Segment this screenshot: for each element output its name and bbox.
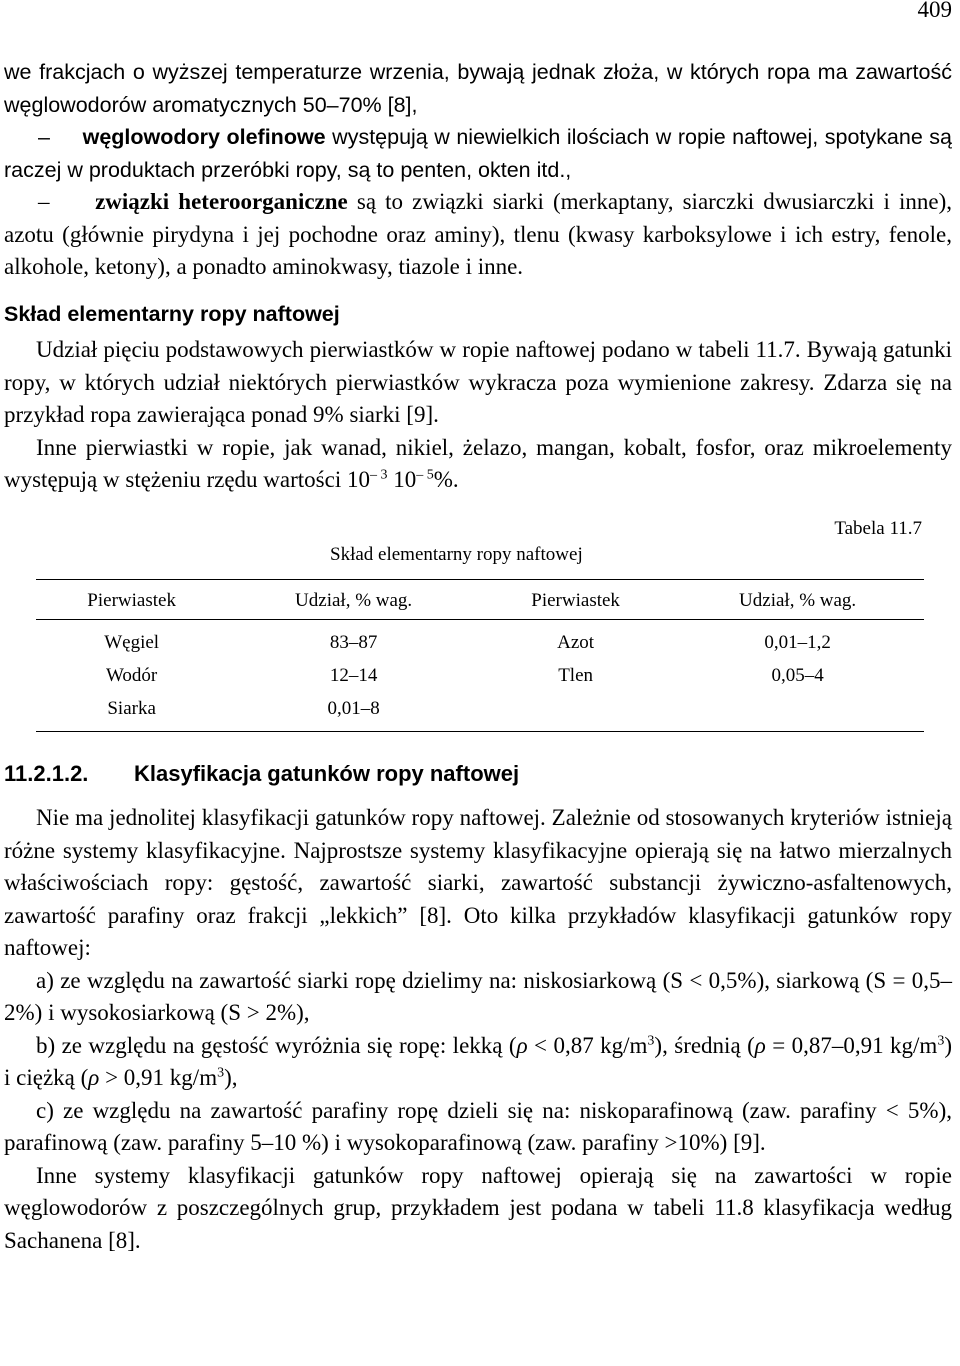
col-header: Pierwiastek	[480, 579, 671, 619]
other-elements-end: %.	[433, 467, 459, 492]
list-item-a: a) ze względu na zawartość siarki ropę dzielimy na: niskosiarkową (S < 0,5%), siarkową (S = 0,5–2%) i wysokosiarkową (S > 2%),	[4, 967, 952, 1025]
table-cell: 0,01–1,2	[764, 631, 831, 653]
col-header: Udział, % wag.	[227, 579, 480, 619]
superscript: 3	[937, 1032, 945, 1048]
list-item-b	[4, 1030, 952, 1095]
dash: –	[38, 189, 50, 214]
table-cell: 0,01–8	[227, 692, 480, 732]
term-hetero: związki heteroorganiczne	[95, 189, 348, 214]
col-header: Pierwiastek	[36, 579, 227, 619]
paragraph-other-elements	[4, 432, 952, 497]
table-cell: 83–87	[329, 631, 378, 653]
table-cell: 12–14	[329, 664, 378, 686]
rho-symbol: ρ	[516, 1032, 528, 1058]
list-item-c: c) ze względu na zawartość parafiny ropę dzieli się na: niskoparafinową (zaw. parafiny < 5%), parafinową (zaw. parafiny 5–10 %) i wysokoparafinową (zaw. parafiny >10%) [9].	[4, 1097, 952, 1155]
table-cell	[671, 692, 924, 732]
b-text: b) ze względu na gęstość wyróżnia się ropę: lekką (	[36, 1032, 517, 1058]
section-title: Klasyfikacja gatunków ropy naftowej	[134, 760, 520, 786]
list-item-olefin	[4, 121, 952, 186]
table-label	[4, 497, 952, 567]
section-number: 11.2.1.2.	[4, 760, 89, 786]
table-cell: Siarka	[36, 692, 227, 732]
paragraph-classification: Nie ma jednolitej klasyfikacji gatunków ropy naftowej. Zależnie od stosowanych kryteriów istnieją różne systemy klasyfikacyjne. Najprostsze systemy klasyfikacyjne opierają się na łatwo mierzalnych właściwościach ropy: gęstość, zawartość siarki, zawartość substancji żywiczno-asfaltenowych, zawartość parafiny oraz frakcji „lekkich” [8]. Oto kilka przykładów klasyfikacji gatunków ropy naftowej:	[4, 805, 952, 960]
table-cell: Tlen	[558, 664, 594, 686]
rho-symbol: ρ	[88, 1065, 100, 1090]
paragraph-other-systems: Inne systemy klasyfikacji gatunków ropy naftowej opierają się na zawartości w ropie węglowodorów z poszczególnych grup, przykładem jest podana w tabeli 11.8 klasyfikacja według Sachanena [8].	[4, 1162, 952, 1253]
table-header-row	[36, 579, 924, 619]
b-text: ), średnią (	[654, 1032, 755, 1058]
table-row	[36, 659, 924, 692]
b-text: = 0,87–0,91 kg/m	[765, 1032, 938, 1058]
term-olefin: węglowodory olefinowe	[82, 125, 326, 149]
olefin-text: występują w niewielkich ilościach w ropie naftowej, spotykane są raczej w produktach przeróbki ropy, są to penten, okten itd.,	[4, 125, 953, 182]
table-cell: Azot	[557, 631, 595, 653]
dash: –	[38, 125, 50, 149]
table-row	[36, 692, 924, 732]
col-header: Udział, % wag.	[671, 579, 924, 619]
page-number: 409	[917, 0, 952, 22]
rho-symbol: ρ	[754, 1032, 766, 1058]
page-content	[4, 56, 952, 1257]
exponent-1: – 3	[369, 467, 388, 483]
heading-elemental-composition: Skład elementarny ropy naftowej	[4, 301, 340, 326]
table-caption: Skład elementarny ropy naftowej	[330, 543, 583, 565]
b-text: ) i ciężką (	[4, 1032, 952, 1090]
table-cell	[480, 692, 671, 732]
paragraph-share: Udział pięciu podstawowych pierwiastków w ropie naftowej podano w tabeli 11.7. Bywają gatunki ropy, w których udział niektórych pierwiastków wykracza poza wymienione zakresy. Zdarza się na przykład ropa zawierająca ponad 9% siarki [9].	[4, 337, 952, 427]
b-text: < 0,87 kg/m	[527, 1032, 648, 1058]
table-number: Tabela 11.7	[834, 517, 922, 539]
paragraph-aromatic: we frakcjach o wyższej temperaturze wrzenia, bywają jednak złoża, w których ropa ma zawartość węglowodorów aromatycznych 50–70% [8],	[4, 60, 952, 117]
b-text: > 0,91 kg/m	[99, 1065, 218, 1090]
superscript: 3	[217, 1065, 225, 1081]
table-cell: 0,05–4	[771, 664, 824, 686]
b-text: ),	[224, 1065, 238, 1090]
elemental-table	[36, 579, 924, 732]
table-cell: Wodór	[106, 664, 158, 686]
table-cell: Węgiel	[104, 631, 160, 653]
other-elements-text: Inne pierwiastki w ropie, jak wanad, nikiel, żelazo, mangan, kobalt, fosfor, oraz mikroelementy występują w stężeniu rzędu wartości 10	[4, 434, 952, 492]
section-heading	[4, 758, 952, 791]
exponent-2: – 5	[416, 467, 434, 483]
list-item-hetero	[4, 186, 952, 284]
table-row	[36, 619, 924, 659]
hetero-text: są to związki siarki (merkaptany, siarczki dwusiarczki i inne), azotu (głównie pirydyna i jej pochodne oraz aminy), tlenu (kwasy karboksylowe i ich estry, fenole, alkohole, ketony), a ponadto aminokwasy, tiazole i inne.	[4, 189, 952, 279]
other-elements-mid: 10	[387, 467, 417, 492]
superscript: 3	[647, 1032, 655, 1048]
